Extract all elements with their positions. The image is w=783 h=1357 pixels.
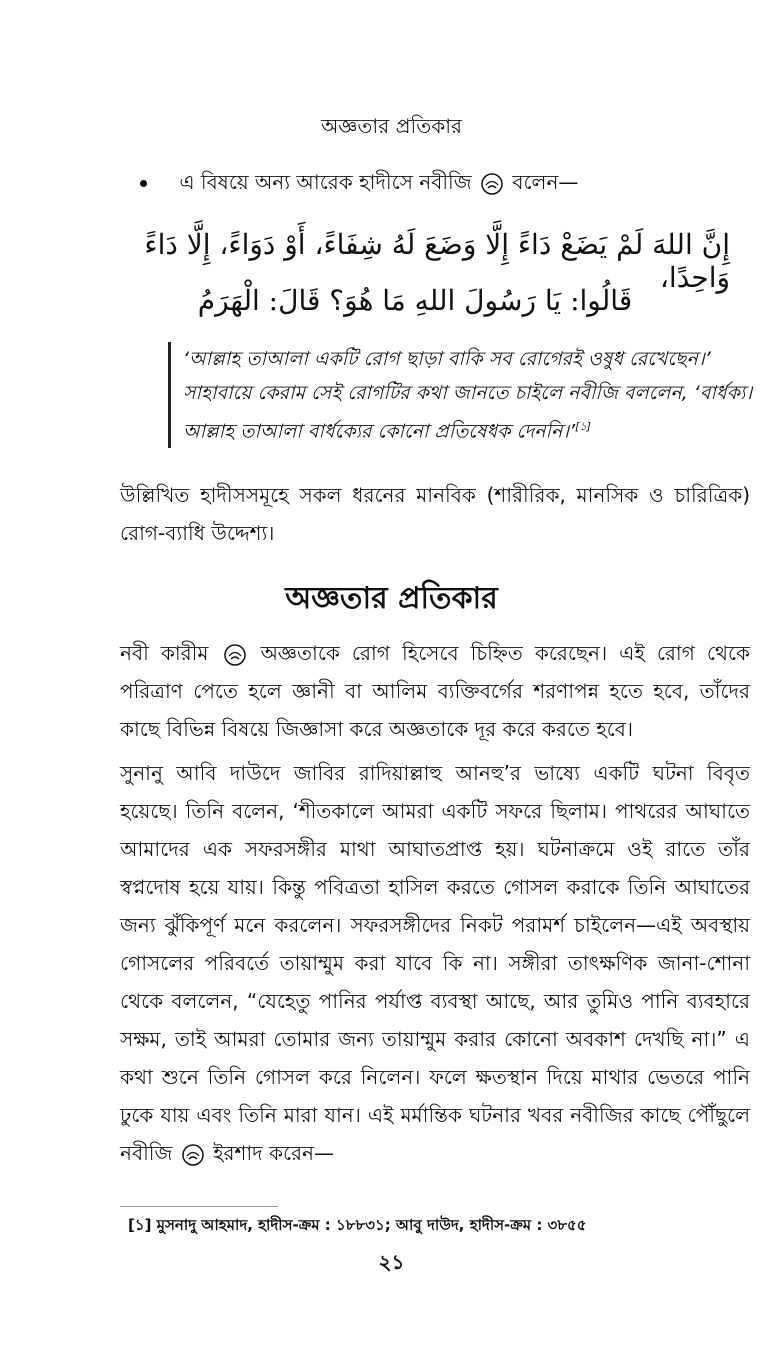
quote-line: ‘আল্লাহ তাআলা একটি রোগ ছাড়া বাকি সব রোগেরই ওষুধ রেখেছেন।’ [183, 348, 711, 370]
arabic-hadith-line-1: إِنَّ اللهَ لَمْ يَضَعْ دَاءً إِلَّا وَضَعَ لَهُ شِفَاءً، أَوْ دَوَاءً، إِلَّا دَاءً وَاحِدًا، [144, 228, 730, 294]
bullet-dot [140, 180, 147, 187]
body-paragraph [120, 634, 750, 748]
footnote: [১] মুসনাদু আহমাদ, হাদীস-ক্রম : ১৮৮৩১; আবু দাউদ, হাদীস-ক্রম : ৩৮৫৫ [128, 1216, 587, 1234]
paragraph-text: ইরশাদ করেন— [213, 1141, 334, 1165]
bullet-text-end: বলেন— [512, 170, 579, 194]
section-heading: অজ্ঞতার প্রতিকার [285, 581, 498, 616]
saw-honorific-icon [181, 1143, 205, 1167]
paragraph-text: অজ্ঞতাকে রোগ হিসেবে চিহ্নিত করেছেন। এই রোগ থেকে পরিত্রাণ পেতে হলে জ্ঞানী বা আলিম ব্যক্তিবর্গের শরণাপন্ন হতে হবে, তাঁদের কাছে বিভিন্ন বিষয়ে জিজ্ঞাসা করে অজ্ঞতাকে দূর করে করতে হবে। [120, 641, 750, 741]
body-paragraph [120, 754, 750, 1172]
paragraph-text: নবী কারীম [120, 641, 209, 665]
saw-honorific-icon [480, 172, 504, 196]
quote-text: আল্লাহ তাআলা বার্ধক্যের কোনো প্রতিষেধক দেননি।’ [183, 420, 576, 443]
arabic-hadith-line-2: قَالُوا: يَا رَسُولَ اللهِ مَا هُوَ؟ قَالَ: الْهَرَمُ [197, 284, 633, 317]
note-paragraph: উল্লিখিত হাদীসসমূহে সকল ধরনের মানবিক (শারীরিক, মানসিক ও চারিত্রিক) রোগ-ব্যাধি উদ্দেশ্য। [120, 483, 750, 545]
saw-honorific-icon [223, 643, 247, 667]
bullet-text: এ বিষয়ে অন্য আরেক হাদীসে নবীজি [179, 170, 472, 194]
paragraph-text: সুনানু আবি দাউদে জাবির রাদিয়াল্লাহু আনহু’র ভাষ্যে একটি ঘটনা বিবৃত হয়েছে। তিনি বলেন, ‘শীতকালে আমরা একটি সফরে ছিলাম। পাথরের আঘাতে আমাদের এক সফরসঙ্গীর মাথা আঘাতপ্রাপ্ত হয়। ঘটনাক্রমে ওই রাতে তাঁর স্বপ্নদোষ হয়ে যায়। কিন্তু পবিত্রতা হাসিল করতে গোসল করাকে তিনি আঘাতের জন্য ঝুঁকিপূর্ণ মনে করলেন। সফরসঙ্গীদের নিকট পরামর্শ চাইলেন—এই অবস্থায় গোসলের পরিবর্তে তায়াম্মুম করা যাবে কি না। সঙ্গীরা তাৎক্ষণিক জানা-শোনা থেকে বললেন, “যেহেতু পানির পর্যাপ্ত ব্যবস্থা আছে, আর তুমিও পানি ব্যবহারে সক্ষম, তাই আমরা তোমার জন্য তায়াম্মুম করার কোনো অবকাশ দেখছি না।” এ কথা শুনে তিনি গোসল করে নিলেন। ফলে ক্ষতস্থান দিয়ে মাথার ভেতরে পানি ঢুকে যায় এবং তিনি মারা যান। এই মর্মান্তিক ঘটনার খবর নবীজির কাছে পৌঁছুলে নবীজি [120, 761, 750, 1165]
translation-quote [168, 342, 753, 448]
footnote-ref[interactable]: [১] [575, 420, 591, 433]
running-head: অজ্ঞতার প্রতিকার [320, 114, 463, 138]
quote-line: সাহাবায়ে কেরাম সেই রোগটির কথা জানতে চাইলে নবীজি বললেন, ‘বার্ধক্য। [183, 382, 753, 404]
quote-line [183, 410, 753, 448]
page-number: ২১ [378, 1250, 405, 1274]
footnote-divider [120, 1206, 278, 1207]
bullet-item [140, 168, 740, 201]
